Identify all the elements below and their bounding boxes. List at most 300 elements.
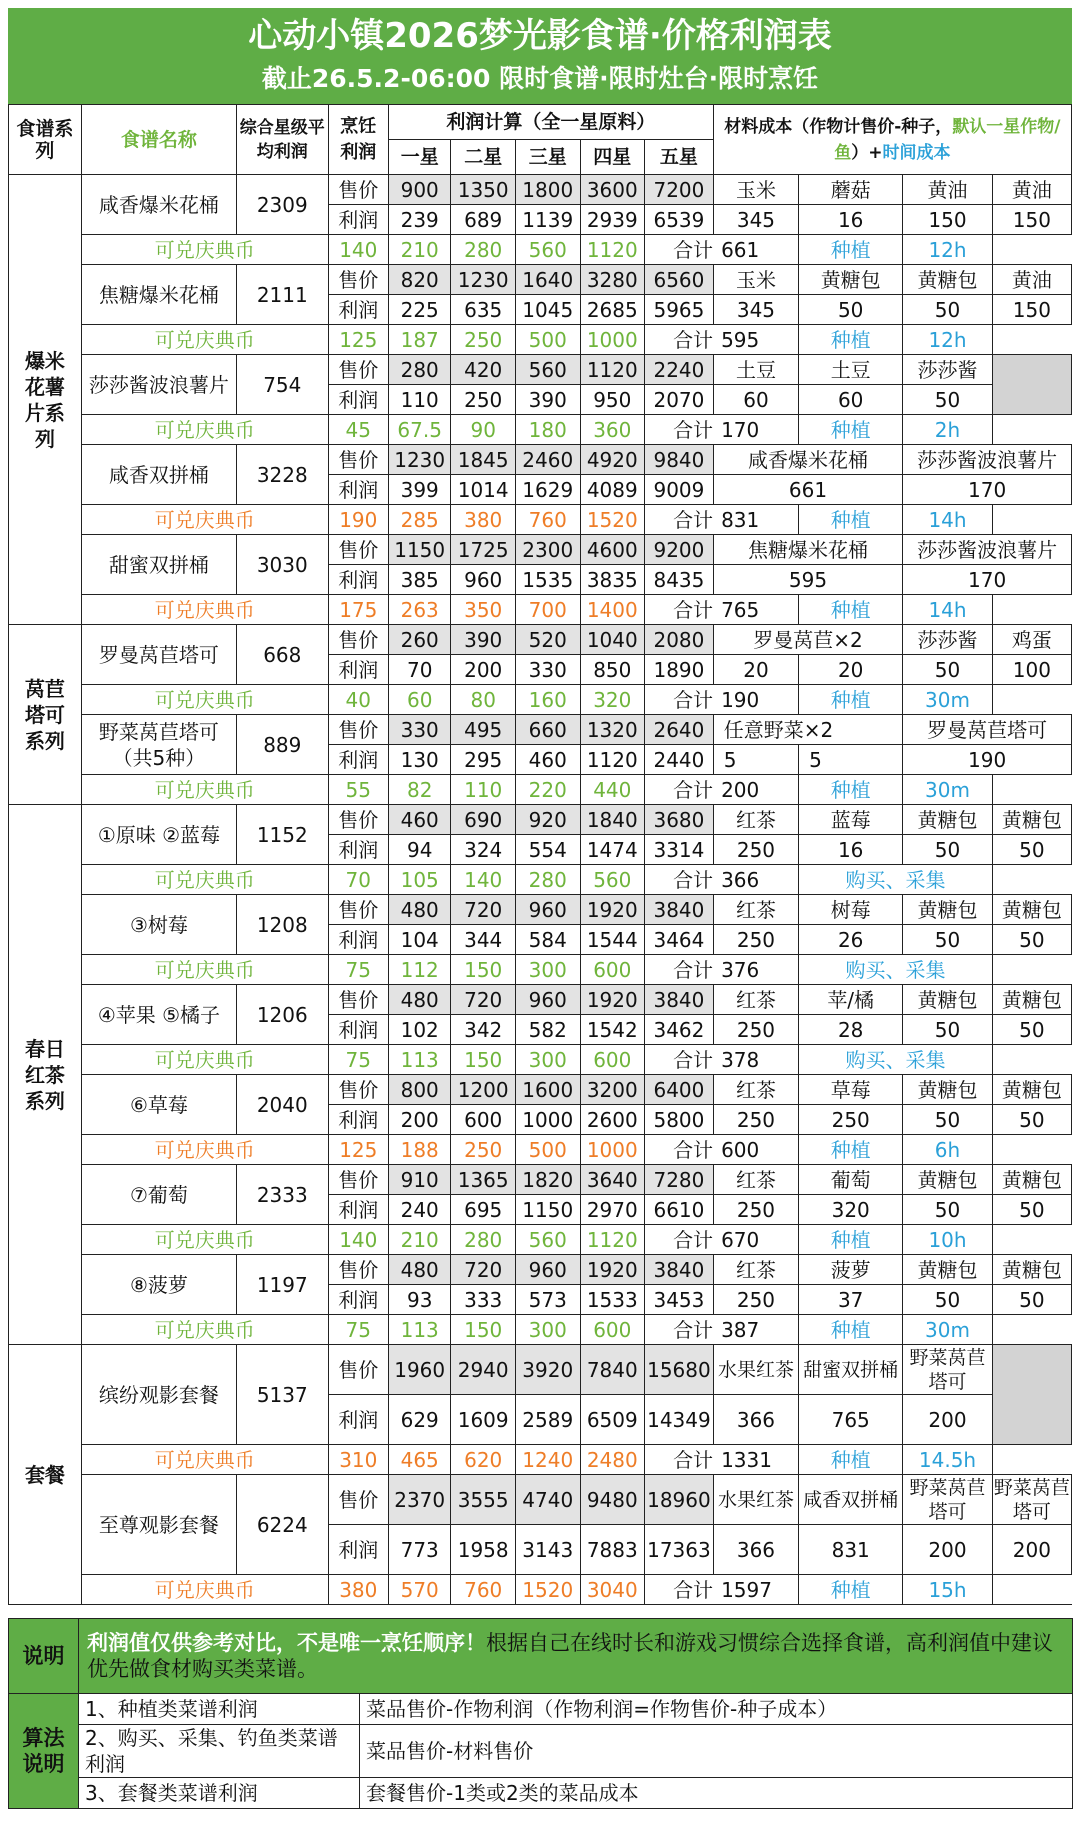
profit-value: 8435 [645,565,714,595]
profit-value: 102 [388,1015,450,1045]
header-star-3: 三星 [515,140,580,175]
coin-value: 40 [328,685,388,715]
sell-label: 售价 [328,805,388,835]
profit-label: 利润 [328,925,388,955]
material-cost: 170 [903,475,1072,505]
profit-value: 399 [388,475,450,505]
sell-price: 1800 [515,175,580,205]
material-cost: 26 [799,925,903,955]
profit-value: 635 [451,295,516,325]
header-cost-prefix: 材料成本（作物计售价-种子， [724,116,953,137]
sell-price: 2080 [645,625,714,655]
recipe-name: 缤纷观影套餐 [81,1345,236,1445]
profit-value: 344 [451,925,516,955]
material-name: 水果红茶 [713,1345,798,1395]
material-name: 黄糖包 [992,805,1071,835]
coin-value: 263 [388,595,450,625]
material-cost: 345 [713,205,798,235]
sell-label: 售价 [328,175,388,205]
header-material-cost [713,105,1071,175]
material-name: 土豆 [799,355,903,385]
material-cost: 366 [713,1395,798,1445]
method: 种植 [799,1135,903,1165]
coin-value: 1000 [580,1135,645,1165]
total-cost [645,1045,799,1075]
profit-value: 330 [515,655,580,685]
profit-label: 利润 [328,1525,388,1575]
sell-price: 1920 [580,985,645,1015]
total-value: 661 [721,237,760,262]
avg-profit: 1152 [236,805,328,865]
total-cost [645,1315,799,1345]
material-name: 咸香双拼桶 [799,1475,903,1525]
material-cost: 50 [903,835,993,865]
profit-value: 582 [515,1015,580,1045]
method: 种植 [799,1225,903,1255]
sell-price: 3840 [645,895,714,925]
total-cost [645,1135,799,1165]
coin-value: 112 [388,955,450,985]
notes-highlight: 利润值仅供参考对比，不是唯一烹饪顺序！ [87,1631,486,1655]
series-label: 套餐 [9,1345,82,1605]
sell-price: 1150 [388,535,450,565]
total-label: 合计 [673,507,714,532]
material-cost: 150 [903,205,993,235]
sell-price: 6400 [645,1075,714,1105]
algo-label: 算法说明 [9,1694,79,1809]
coin-value: 113 [388,1045,450,1075]
sell-price: 720 [451,1255,516,1285]
sell-label: 售价 [328,625,388,655]
header-cook-profit: 烹饪利润 [328,105,388,175]
material-name: 黄糖包 [992,895,1071,925]
material-cost: 250 [713,1105,798,1135]
header-star-5: 五星 [645,140,714,175]
coin-value: 75 [328,955,388,985]
material-name: 罗曼莴苣塔可 [903,715,1072,745]
total-label: 合计 [673,1137,714,1162]
sell-price: 1920 [580,1255,645,1285]
profit-value: 239 [388,205,450,235]
coin-value: 160 [515,685,580,715]
material-cost: 200 [903,1525,993,1575]
time-cost: 14.5h [903,1445,993,1475]
coin-value: 1120 [580,1225,645,1255]
total-value: 378 [721,1047,760,1072]
material-cost: 5 [799,745,903,775]
recipe-name: 咸香双拼桶 [81,445,236,505]
total-label: 合计 [673,327,714,352]
coin-value: 75 [328,1045,388,1075]
coin-value: 45 [328,415,388,445]
material-cost: 831 [799,1525,903,1575]
material-name: 焦糖爆米花桶 [713,535,902,565]
method: 种植 [799,595,903,625]
sell-price: 2240 [645,355,714,385]
time-cost: 15h [903,1575,993,1605]
sell-price: 1320 [580,715,645,745]
sell-price: 920 [515,805,580,835]
profit-value: 9009 [645,475,714,505]
coin-value: 1120 [580,235,645,265]
coin-value: 1240 [515,1445,580,1475]
material-cost: 37 [799,1285,903,1315]
time-cost: 2h [903,415,993,445]
header-recipe-name: 食谱名称 [81,105,236,175]
coin-value: 187 [388,325,450,355]
profit-label: 利润 [328,835,388,865]
time-cost: 12h [903,235,993,265]
material-cost: 50 [992,1015,1071,1045]
coin-value: 188 [388,1135,450,1165]
profit-value: 3314 [645,835,714,865]
recipe-name: ④苹果 ⑤橘子 [81,985,236,1045]
sell-price: 3680 [645,805,714,835]
material-cost: 320 [799,1195,903,1225]
avg-profit: 2040 [236,1075,328,1135]
total-cost [645,775,799,805]
material-name: 黄油 [903,175,993,205]
blank-cell [992,1345,1071,1445]
coin-value: 75 [328,1315,388,1345]
sell-price: 2460 [515,445,580,475]
profit-value: 1045 [515,295,580,325]
coin-value: 300 [515,955,580,985]
profit-value: 1474 [580,835,645,865]
avg-profit: 2309 [236,175,328,235]
material-name: 红茶 [713,895,798,925]
material-cost: 20 [713,655,798,685]
header-profit-calc: 利润计算（全一星原料） [388,105,713,140]
sell-price: 6560 [645,265,714,295]
material-name: 草莓 [799,1075,903,1105]
material-name: 黄糖包 [992,1255,1071,1285]
coin-label: 可兑庆典币 [81,1225,328,1255]
algo-row-1-name: 1、种植类菜谱利润 [79,1694,360,1725]
material-name: 红茶 [713,1075,798,1105]
time-cost: 14h [903,505,993,535]
coin-value: 600 [580,1045,645,1075]
total-value: 366 [721,867,760,892]
profit-value: 3462 [645,1015,714,1045]
sell-price: 3840 [645,1255,714,1285]
profit-value: 1609 [451,1395,516,1445]
total-cost [645,325,799,355]
material-cost: 16 [799,835,903,865]
notes-body: 根据自己在线时长和游戏习惯综合选择食谱，高利润值中建议优先做食材购买类菜谱。 [87,1631,1053,1681]
time-cost: 6h [903,1135,993,1165]
profit-value: 2600 [580,1105,645,1135]
sell-price: 690 [451,805,516,835]
recipe-name: 至尊观影套餐 [81,1475,236,1575]
profit-value: 460 [515,745,580,775]
coin-value: 220 [515,775,580,805]
material-name: 野菜莴苣塔可 [903,1475,993,1525]
avg-profit: 5137 [236,1345,328,1445]
material-name: 黄油 [992,175,1071,205]
material-name: 黄糖包 [903,805,993,835]
material-name: 玉米 [713,265,798,295]
material-name: 水果红茶 [713,1475,798,1525]
profit-value: 554 [515,835,580,865]
coin-value: 560 [515,235,580,265]
sell-price: 520 [515,625,580,655]
coin-value: 360 [580,415,645,445]
method: 购买、采集 [799,955,993,985]
total-label: 合计 [673,237,714,262]
material-cost: 50 [903,1195,993,1225]
material-cost: 170 [903,565,1072,595]
sell-price: 460 [388,805,450,835]
page-header [8,8,1072,104]
material-cost: 345 [713,295,798,325]
total-label: 合计 [673,1447,714,1472]
avg-profit: 6224 [236,1475,328,1575]
total-label: 合计 [673,1317,714,1342]
sell-price: 3280 [580,265,645,295]
coin-value: 620 [451,1445,516,1475]
material-name: 蘑菇 [799,175,903,205]
sell-price: 280 [388,355,450,385]
sell-price: 480 [388,895,450,925]
coin-value: 82 [388,775,450,805]
sell-price: 3640 [580,1165,645,1195]
algo-row-1-formula: 菜品售价-作物利润（作物利润=作物售价-种子成本） [360,1694,1073,1725]
coin-label: 可兑庆典币 [81,235,328,265]
sell-price: 1120 [580,355,645,385]
coin-value: 67.5 [388,415,450,445]
total-value: 1597 [721,1577,772,1602]
time-cost: 10h [903,1225,993,1255]
profit-value: 6539 [645,205,714,235]
profit-value: 3143 [515,1525,580,1575]
coin-value: 310 [328,1445,388,1475]
sell-price: 960 [515,895,580,925]
material-cost: 150 [992,295,1071,325]
coin-value: 113 [388,1315,450,1345]
avg-profit: 1208 [236,895,328,955]
coin-value: 70 [328,865,388,895]
header-cost-mid: ）+ [851,142,883,163]
material-cost: 200 [903,1395,993,1445]
time-cost: 30m [903,685,993,715]
sell-price: 1920 [580,895,645,925]
coin-value: 560 [580,865,645,895]
coin-label: 可兑庆典币 [81,595,328,625]
coin-value: 760 [451,1575,516,1605]
total-cost [645,955,799,985]
sell-label: 售价 [328,1255,388,1285]
sell-price: 820 [388,265,450,295]
series-label: 莴苣塔可系列 [9,625,82,805]
sell-price: 720 [451,985,516,1015]
profit-value: 1629 [515,475,580,505]
coin-label: 可兑庆典币 [81,865,328,895]
recipe-name: ⑥草莓 [81,1075,236,1135]
profit-label: 利润 [328,385,388,415]
material-name: 红茶 [713,805,798,835]
profit-label: 利润 [328,1105,388,1135]
coin-label: 可兑庆典币 [81,1315,328,1345]
material-cost: 250 [713,925,798,955]
sell-price: 1725 [451,535,516,565]
sell-price: 3555 [451,1475,516,1525]
profit-value: 4089 [580,475,645,505]
coin-value: 350 [451,595,516,625]
profit-value: 1150 [515,1195,580,1225]
material-cost: 50 [903,295,993,325]
coin-value: 150 [451,1315,516,1345]
material-name: 咸香爆米花桶 [713,445,902,475]
recipe-name: ③树莓 [81,895,236,955]
total-value: 1331 [721,1447,772,1472]
time-cost: 12h [903,325,993,355]
total-label: 合计 [673,957,714,982]
profit-value: 1014 [451,475,516,505]
profit-value: 850 [580,655,645,685]
profit-value: 250 [451,385,516,415]
total-value: 190 [721,687,760,712]
sell-label: 售价 [328,265,388,295]
sell-price: 495 [451,715,516,745]
coin-value: 500 [515,325,580,355]
sell-price: 9840 [645,445,714,475]
profit-value: 6509 [580,1395,645,1445]
material-cost: 250 [713,1195,798,1225]
total-value: 600 [721,1137,760,1162]
sell-price: 960 [515,1255,580,1285]
material-name: 葡萄 [799,1165,903,1195]
profit-value: 3464 [645,925,714,955]
material-name: 莎莎酱 [903,625,993,655]
total-cost [645,865,799,895]
series-label: 爆米花薯片系列 [9,175,82,625]
profit-value: 773 [388,1525,450,1575]
profit-value: 5965 [645,295,714,325]
coin-value: 300 [515,1315,580,1345]
profit-value: 200 [451,655,516,685]
material-name: 黄糖包 [903,265,993,295]
sell-price: 2300 [515,535,580,565]
material-name: 玉米 [713,175,798,205]
material-name: 黄糖包 [903,1075,993,1105]
coin-value: 285 [388,505,450,535]
sell-price: 1640 [515,265,580,295]
profit-value: 324 [451,835,516,865]
material-cost: 28 [799,1015,903,1045]
material-name: 黄糖包 [992,1165,1071,1195]
sell-price: 480 [388,1255,450,1285]
material-name: 甜蜜双拼桶 [799,1345,903,1395]
profit-value: 70 [388,655,450,685]
total-cost [645,505,799,535]
sell-price: 2940 [451,1345,516,1395]
profit-value: 295 [451,745,516,775]
profit-label: 利润 [328,1285,388,1315]
total-label: 合计 [673,417,714,442]
material-cost: 60 [799,385,903,415]
material-cost: 50 [903,385,993,415]
sell-price: 660 [515,715,580,745]
material-name: 黄糖包 [903,985,993,1015]
material-cost: 190 [903,745,1072,775]
coin-value: 80 [451,685,516,715]
page-subtitle: 截止26.5.2-06:00 限时食谱·限时灶台·限时烹饪 [261,64,819,93]
material-name: 罗曼莴苣×2 [713,625,902,655]
profit-value: 200 [388,1105,450,1135]
profit-value: 3453 [645,1285,714,1315]
profit-value: 695 [451,1195,516,1225]
sell-label: 售价 [328,1165,388,1195]
material-cost: 50 [992,1285,1071,1315]
avg-profit: 3228 [236,445,328,505]
profit-value: 110 [388,385,450,415]
total-value: 595 [721,327,760,352]
coin-label: 可兑庆典币 [81,1445,328,1475]
profit-value: 7883 [580,1525,645,1575]
coin-value: 1400 [580,595,645,625]
coin-value: 500 [515,1135,580,1165]
total-cost [645,595,799,625]
material-cost: 50 [992,1105,1071,1135]
profit-value: 1535 [515,565,580,595]
coin-label: 可兑庆典币 [81,325,328,355]
material-name: 黄油 [992,265,1071,295]
material-cost: 595 [713,565,902,595]
profit-value: 333 [451,1285,516,1315]
method: 种植 [799,235,903,265]
material-cost: 250 [799,1105,903,1135]
coin-value: 150 [451,955,516,985]
coin-value: 1520 [580,505,645,535]
sell-price: 560 [515,355,580,385]
material-name: 红茶 [713,985,798,1015]
material-name: 莎莎酱 [903,355,993,385]
material-name: 黄糖包 [903,895,993,925]
method: 种植 [799,1315,903,1345]
material-cost: 200 [992,1525,1071,1575]
profit-value: 2685 [580,295,645,325]
profit-value: 629 [388,1395,450,1445]
total-cost [645,1575,799,1605]
method: 购买、采集 [799,865,993,895]
header-series: 食谱系列 [9,105,82,175]
sell-price: 15680 [645,1345,714,1395]
material-name: 红茶 [713,1165,798,1195]
material-name: 黄糖包 [992,1075,1071,1105]
notes-text [79,1619,1073,1694]
coin-value: 55 [328,775,388,805]
sell-price: 2370 [388,1475,450,1525]
material-cost: 50 [799,295,903,325]
profit-value: 225 [388,295,450,325]
material-name: 莎莎酱波浪薯片 [903,445,1072,475]
profit-value: 94 [388,835,450,865]
coin-value: 175 [328,595,388,625]
sell-price: 1845 [451,445,516,475]
total-cost [645,1445,799,1475]
notes-label: 说明 [9,1619,79,1694]
sell-label: 售价 [328,715,388,745]
header-cost-default: 默认一星作物/鱼 [834,116,1061,163]
recipe-name: 莎莎酱波浪薯片 [81,355,236,415]
coin-value: 125 [328,325,388,355]
total-value: 170 [721,417,760,442]
total-label: 合计 [673,597,714,622]
profit-value: 2070 [645,385,714,415]
header-cost-time: 时间成本 [882,142,951,163]
sell-price: 1230 [451,265,516,295]
